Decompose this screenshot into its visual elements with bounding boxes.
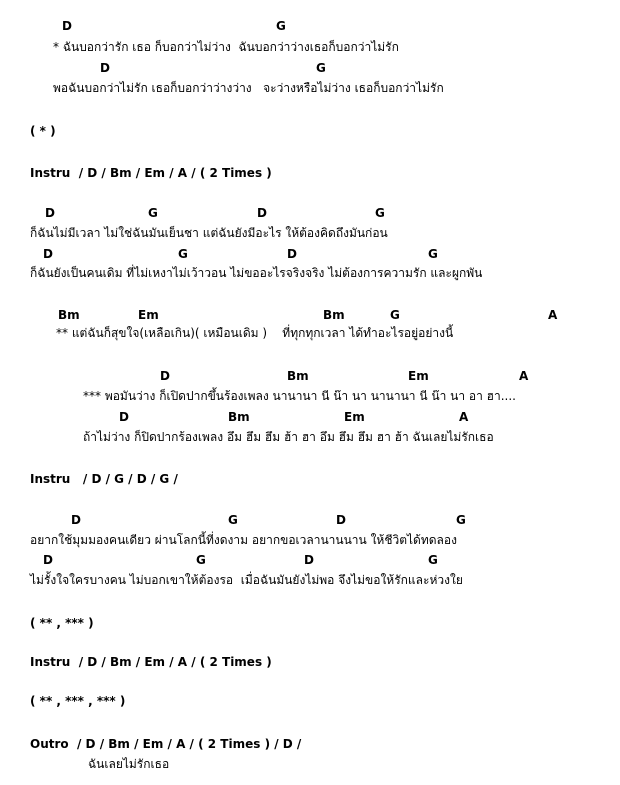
chord-label: A — [459, 410, 469, 424]
lyric-line: ไม่รั้งใจใครบางคน ไม่บอกเขาให้ต้องรอ เมื่อฉันมันยังไม่พอ จึงไม่ขอให้รักและห่วงใย — [30, 573, 463, 587]
chord-label: G — [196, 553, 206, 567]
chord-label: Em — [344, 410, 365, 424]
chord-label: D — [119, 410, 129, 424]
chord-label: D — [43, 247, 53, 261]
chord-label: D — [71, 513, 81, 527]
chord-label: Bm — [58, 308, 80, 322]
chord-label: G — [148, 206, 158, 220]
chord-label: D — [287, 247, 297, 261]
repeat-marker: ( ** , *** ) — [30, 616, 94, 630]
chord-label: D — [160, 369, 170, 383]
chord-label: A — [519, 369, 529, 383]
instrumental-line: Instru / D / Bm / Em / A / ( 2 Times ) — [30, 166, 272, 180]
chord-label: G — [428, 553, 438, 567]
chord-label: G — [375, 206, 385, 220]
instrumental-line: Instru / D / G / D / G / — [30, 472, 178, 486]
chord-label: D — [304, 553, 314, 567]
chord-label: G — [456, 513, 466, 527]
chord-label: A — [548, 308, 558, 322]
lyric-line: * ฉันบอกว่ารัก เธอ ก็บอกว่าไม่ว่าง ฉันบอกว่าว่างเธอก็บอกว่าไม่รัก — [53, 40, 399, 54]
repeat-marker: ( * ) — [30, 124, 56, 138]
chord-label: G — [276, 19, 286, 33]
repeat-marker: ( ** , *** , *** ) — [30, 694, 126, 708]
chord-label: G — [316, 61, 326, 75]
chord-label: D — [100, 61, 110, 75]
instrumental-line: Instru / D / Bm / Em / A / ( 2 Times ) — [30, 655, 272, 669]
chord-label: D — [62, 19, 72, 33]
chord-label: G — [390, 308, 400, 322]
lyric-line: ** แต่ฉันก็สุขใจ(เหลือเกิน)( เหมือนเดิม ) ที่ทุกทุกเวลา ได้ทำอะไรอยู่อย่างนี้ — [56, 326, 454, 340]
lyric-line: ก็ฉันไม่มีเวลา ไม่ใช่ฉันมันเย็นชา แต่ฉันยังมีอะไร ให้ต้องคิดถึงมันก่อน — [30, 226, 388, 240]
lyric-line: *** พอมันว่าง ก็เปิดปากขึ้นร้องเพลง นานานา นี น๊า นา นานานา นี น๊า นา อา ฮา.... — [83, 389, 516, 403]
lyric-line: ฉันเลยไม่รักเธอ — [88, 757, 170, 771]
chord-label: Em — [138, 308, 159, 322]
chord-label: Bm — [287, 369, 309, 383]
chord-label: D — [43, 553, 53, 567]
chord-label: G — [228, 513, 238, 527]
outro-line: Outro / D / Bm / Em / A / ( 2 Times ) / D / — [30, 737, 302, 751]
chord-label: G — [428, 247, 438, 261]
chord-label: D — [45, 206, 55, 220]
chord-label: Bm — [323, 308, 345, 322]
chord-label: D — [336, 513, 346, 527]
lyric-line: อยากใช้มุมมองคนเดียว ผ่านโลกนี้ที่งดงาม อยากขอเวลานานนาน ให้ชีวิตได้ทดลอง — [30, 533, 457, 547]
chord-label: D — [257, 206, 267, 220]
chord-label: Em — [408, 369, 429, 383]
lyric-line: ถ้าไม่ว่าง ก็ปิดปากร้องเพลง อึม ฮึม ฮึม ฮ้า ฮา อึม ฮึม ฮึม ฮา ฮ้า ฉันเลยไม่รักเธอ — [83, 430, 494, 444]
lyric-line: พอฉันบอกว่าไม่รัก เธอก็บอกว่าว่างว่าง จะว่างหรือไม่ว่าง เธอก็บอกว่าไม่รัก — [53, 81, 444, 95]
chord-label: G — [178, 247, 188, 261]
chord-label: Bm — [228, 410, 250, 424]
lyric-line: ก็ฉันยังเป็นคนเดิม ที่ไม่เหงาไม่เว้าวอน ไม่ขออะไรจริงจริง ไม่ต้องการความรัก และผูกพัน — [30, 266, 483, 280]
